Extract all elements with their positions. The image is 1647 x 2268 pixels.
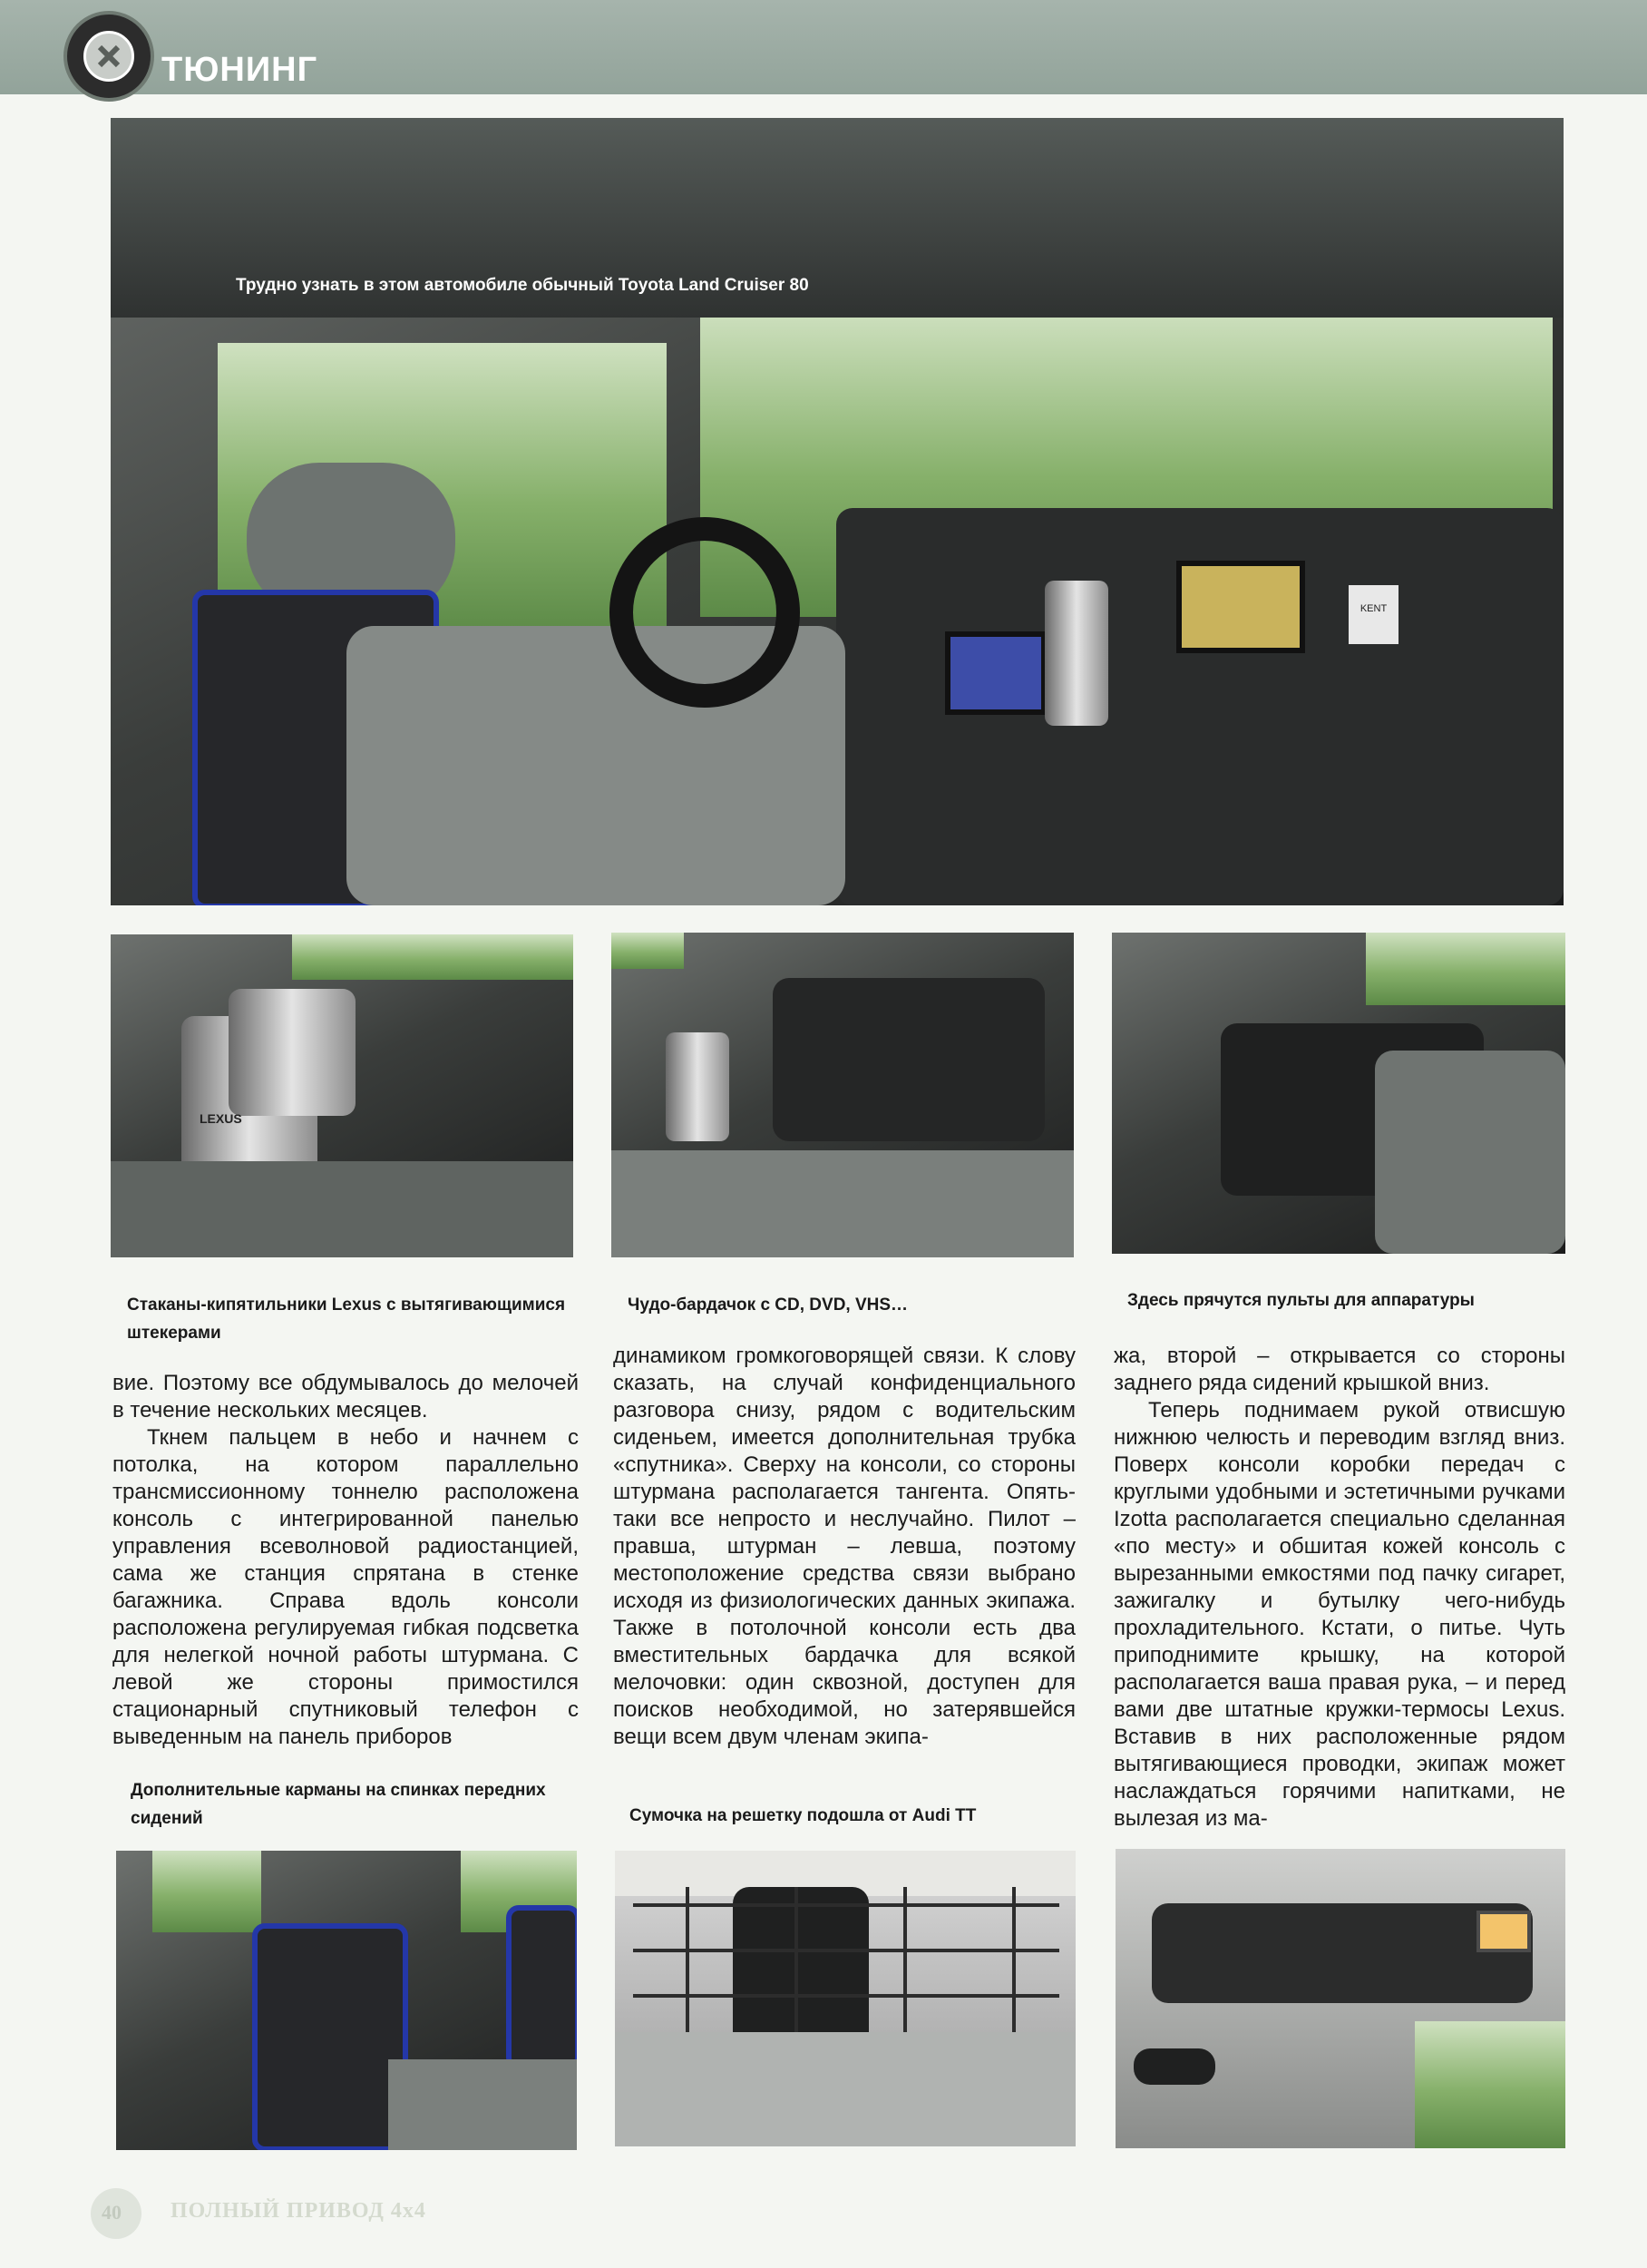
lexus-mug-label: LEXUS [200,1111,242,1126]
photo-glovebox [611,933,1074,1257]
paragraph: жа, второй – открывается со стороны заднего ряда сидений крышкой вниз. [1114,1344,1565,1395]
paragraph: вие. Поэтому все обдумывалось до мелочей в течение нескольких месяцев. [112,1371,579,1422]
paragraph: Теперь поднимаем рукой отвисшую нижнюю челюсть и переводим взгляд вниз. Поверх консоли коробки передач с круглыми удобными и эстетичными ручками Izotta располагается специально сделанная «по месту» и обшитая кожей консоль с вырезанными емкостями под пачку сигарет, зажигалку и бутылку чего-нибудь прохладительного. Кстати, о питье. Чуть приподнимите крышку, на которой располагается ваша правая рука, – и перед вами две штатные кружки-термосы Lexus. Вставив в них расположенные рядом вытягивающиеся проводки, экипаж может наслаждаться горячими напитками, не вылезая из ма- [1114,1398,1565,1831]
caption-lexus-mugs: Стаканы-кипятильники Lexus с вытягивающимися штекерами [127,1295,566,1343]
text-column-3 [1114,1343,1565,1833]
caption-glovebox: Чудо-бардачок с CD, DVD, VHS… [628,1295,909,1315]
photo-audi-bag [615,1851,1076,2146]
magazine-name: ПОЛНЫЙ ПРИВОД 4x4 [171,2199,426,2223]
paragraph: динамиком громкоговорящей связи. К слову сказать, на случай конфиденциального разговора снизу, рядом с водительским сиденьем, имеется дополнительная трубка «спутника». Сверху на консоли, со стороны штурмана располагается тангента. Опять-таки все непросто и неслучайно. Пилот – правша, штурман – левша, поэтому местоположение средства связи выбрано исходя из физиологических данных экипажа. Также в потолочной консоли есть два вместительных бардачка для всякой мелочовки: один сквозной, доступен для поисков необходимой, но затерявшейся вещи всем двум членам экипа- [613,1344,1076,1749]
main-photo-caption: Трудно узнать в этом автомобиле обычный Toyota Land Cruiser 80 [236,276,809,295]
text-column-2 [613,1343,1076,1751]
photo-lexus-mugs [111,934,573,1257]
car-wheel-icon [63,11,154,102]
kent-pack: KENT [1349,585,1398,644]
caption-audi-bag: Сумочка на решетку подошла от Audi TT [629,1806,977,1825]
caption-remotes: Здесь прячутся пульты для аппаратуры [1127,1291,1475,1310]
paragraph: Ткнем пальцем в небо и начнем с потолка, на котором параллельно трансмиссионному тоннелю расположена консоль с интегрированной панелью управления всеволновой радиостанцией, сама же станция спрятана в стенке багажника. Справа вдоль консоли расположена регулируемая гибкая подсветка для нелегкой ночной работы штурмана. С левой же стороны примостился стационарный спутниковый телефон с выведенным на панель приборов [112,1425,579,1749]
section-title: ТЮНИНГ [161,51,318,89]
photo-seat-pockets [116,1851,577,2150]
photo-roof-console [1116,1849,1565,2148]
photo-remotes [1112,933,1565,1254]
page-number: 40 [102,2201,122,2224]
caption-seat-pockets: Дополнительные карманы на спинках передних сидений [131,1781,546,1828]
main-photo [111,118,1564,905]
text-column-1 [112,1370,579,1751]
luggage-grid [615,1851,1076,2146]
